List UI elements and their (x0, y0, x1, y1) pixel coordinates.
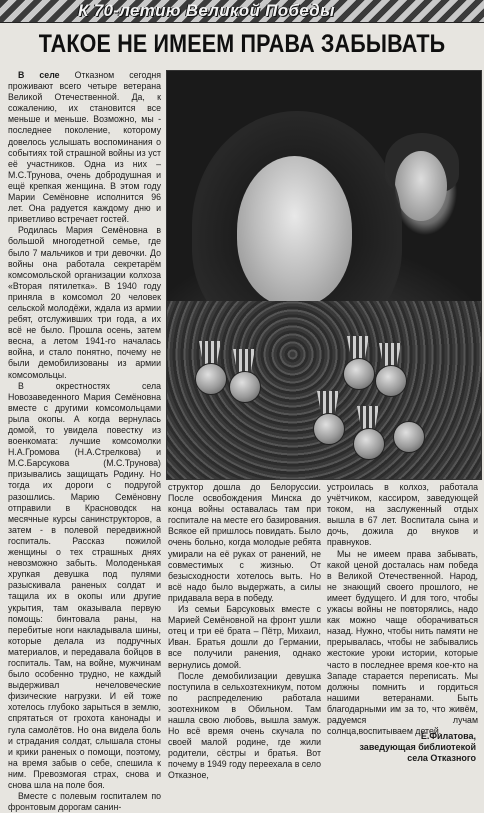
medal-icon (353, 428, 385, 460)
medal-icon (195, 363, 227, 395)
medal-icon (375, 365, 407, 397)
medal-icon (393, 421, 425, 453)
paragraph: Родилась Мария Семёновна в большой многодетной семье, где было 7 мальчиков и три девочки. До войны она работала секретарём комсомольской организации колхоза «Вторая пятилетка». В 1940 году приняла в комсомол 20 человек сельской молодёжи, ждала из армии ребят, отслуживших три года, а их всё не было. Прошла осень, затем весна, а летом 1941-го началась война, и стало понятно, почему не были демобилизованы из армии комсомольцы. (8, 225, 161, 380)
paragraph (8, 70, 161, 225)
paragraph: структор дошла до Белоруссии. После освобождения Минска до конца войны оставалась там при госпитале на месте его базирования. Всякое ей пришлось повидать. Было очень больно, когда молодые ребята умирали на её руках от ранений, не совместимых с жизнью. От безысходности хотелось выть. Но всё надо было выдержать, а силы придавала вера в победу. (168, 482, 321, 603)
photo-portrait-face (395, 151, 447, 221)
rubric-banner (0, 0, 484, 23)
medal-icon (343, 358, 375, 390)
paragraph-text: Отказном сегодня проживают всего четыре ветерана Великой Отечественной. Да, к сожалению, их становится все меньше и меньше. Возможно, мы - последнее поколение, которому довелось услышать воспоминания о событиях той страшной войны из уст её участников. Одна из них – М.С.Трунова, очень добродушная и ещё крепкая женщина. В этом году Марии Семёновне исполнится 96 лет. Она радуется каждому дню и приветливо встречает гостей. (8, 70, 161, 225)
lead-in: В селе (18, 70, 60, 80)
author-role: заведующая библиотекой (359, 742, 476, 752)
veteran-photo (166, 70, 482, 480)
article-column-1 (8, 70, 161, 813)
author-name: Е.Филатова, (420, 731, 476, 741)
medal-icon (313, 413, 345, 445)
article-headline: ТАКОЕ НЕ ИМЕЕМ ПРАВА ЗАБЫВАТЬ (38, 30, 446, 58)
paragraph: Из семьи Барсуковых вместе с Марией Семёновной на фронт ушли отец и три её брата – Пётр, Михаил, Иван. Братья дошли до Германии, все получили ранения, однако вернулись домой. (168, 604, 321, 670)
paragraph: После демобилизации девушка поступила в сельхозтехникум, потом по распределению работала зоотехником в Обильном. Там нашла свою любовь, вышла замуж. Но всё время очень скучала по своей малой родине, где жили родители, сёстры и братья. Вот почему в 1949 году переехала в село Отказное, (168, 670, 321, 781)
paragraph: Мы не имеем права забывать, какой ценой досталась нам победа в Великой Отечественной. Народ, не знающий своего прошлого, не имеет будущего. И для того, чтобы ужасы войны не повторялись, надо как можно чаще оборачиваться назад. Нужно, чтобы нить памяти не прерывалась, чтобы не забывались жестокие уроки истории, которые часто в последнее время кое-кто на Западе старается переписать. Мы должны помнить и гордиться нашими ветеранами. Быть благодарными им за то, что живём, радуемся лучам солнца,воспитываем детей. (327, 548, 478, 737)
paragraph: Вместе с полевым госпиталем по фронтовым дорогам санин- (8, 791, 161, 813)
paragraph: устроилась в колхоз, работала учётчиком, кассиром, заведующей током, на заслуженный отдых вышла в 67 лет. Воспитала сына и дочь, дожила до внуков и правнуков. (327, 482, 478, 548)
author-signature (359, 731, 476, 764)
rubric-title: К 70-летию Великой Победы (78, 1, 335, 20)
medal-icon (229, 371, 261, 403)
article-column-2 (168, 482, 321, 781)
paragraph: В окрестностях села Новозаведенного Мария Семёновна вместе с другими комсомольцами рыла окопы. А когда вернулась домой, то увидела повестку из военкомата: лучшие комсомолки Н.А.Громова (Н.А.Стрелкова) и М.С.Барсукова (М.С.Трунова) призывались защищать Родину. Но тогда их дороги с подругой разошлись. Марию Семёновну отправили в Красноводск на месячные курсы санинструкторов, а затем - в полевой передвижной госпиталь. Рассказ пожилой женщины о тех страшных днях невозможно забыть. Молоденькая хрупкая девушка под пулями разыскивала раненых солдат и тащила их в окопы или другие укрытия, там оказывала первую помощь: бинтовала раны, на перебитые ноги накладывала шины, которые делала из подручных материалов, и передавала бойцов в госпиталь. Там, на войне, мужчинам было особенно трудно, не каждый выдерживал нечеловеческие физические нагрузки. И ей тоже хотелось глубоко зарыться в землю, спрятаться от грохота канонады и гула самолётов. Но она видела боль и страдания солдат, слышала стоны и крики раненых о помощи, поэтому, на время забыв о себе, спешила к ним. Превозмогая страх, снова и снова шла на поле боя. (8, 380, 161, 790)
article-column-3 (327, 482, 478, 766)
author-place: села Отказного (407, 753, 476, 763)
photo-veteran-face (237, 156, 352, 306)
